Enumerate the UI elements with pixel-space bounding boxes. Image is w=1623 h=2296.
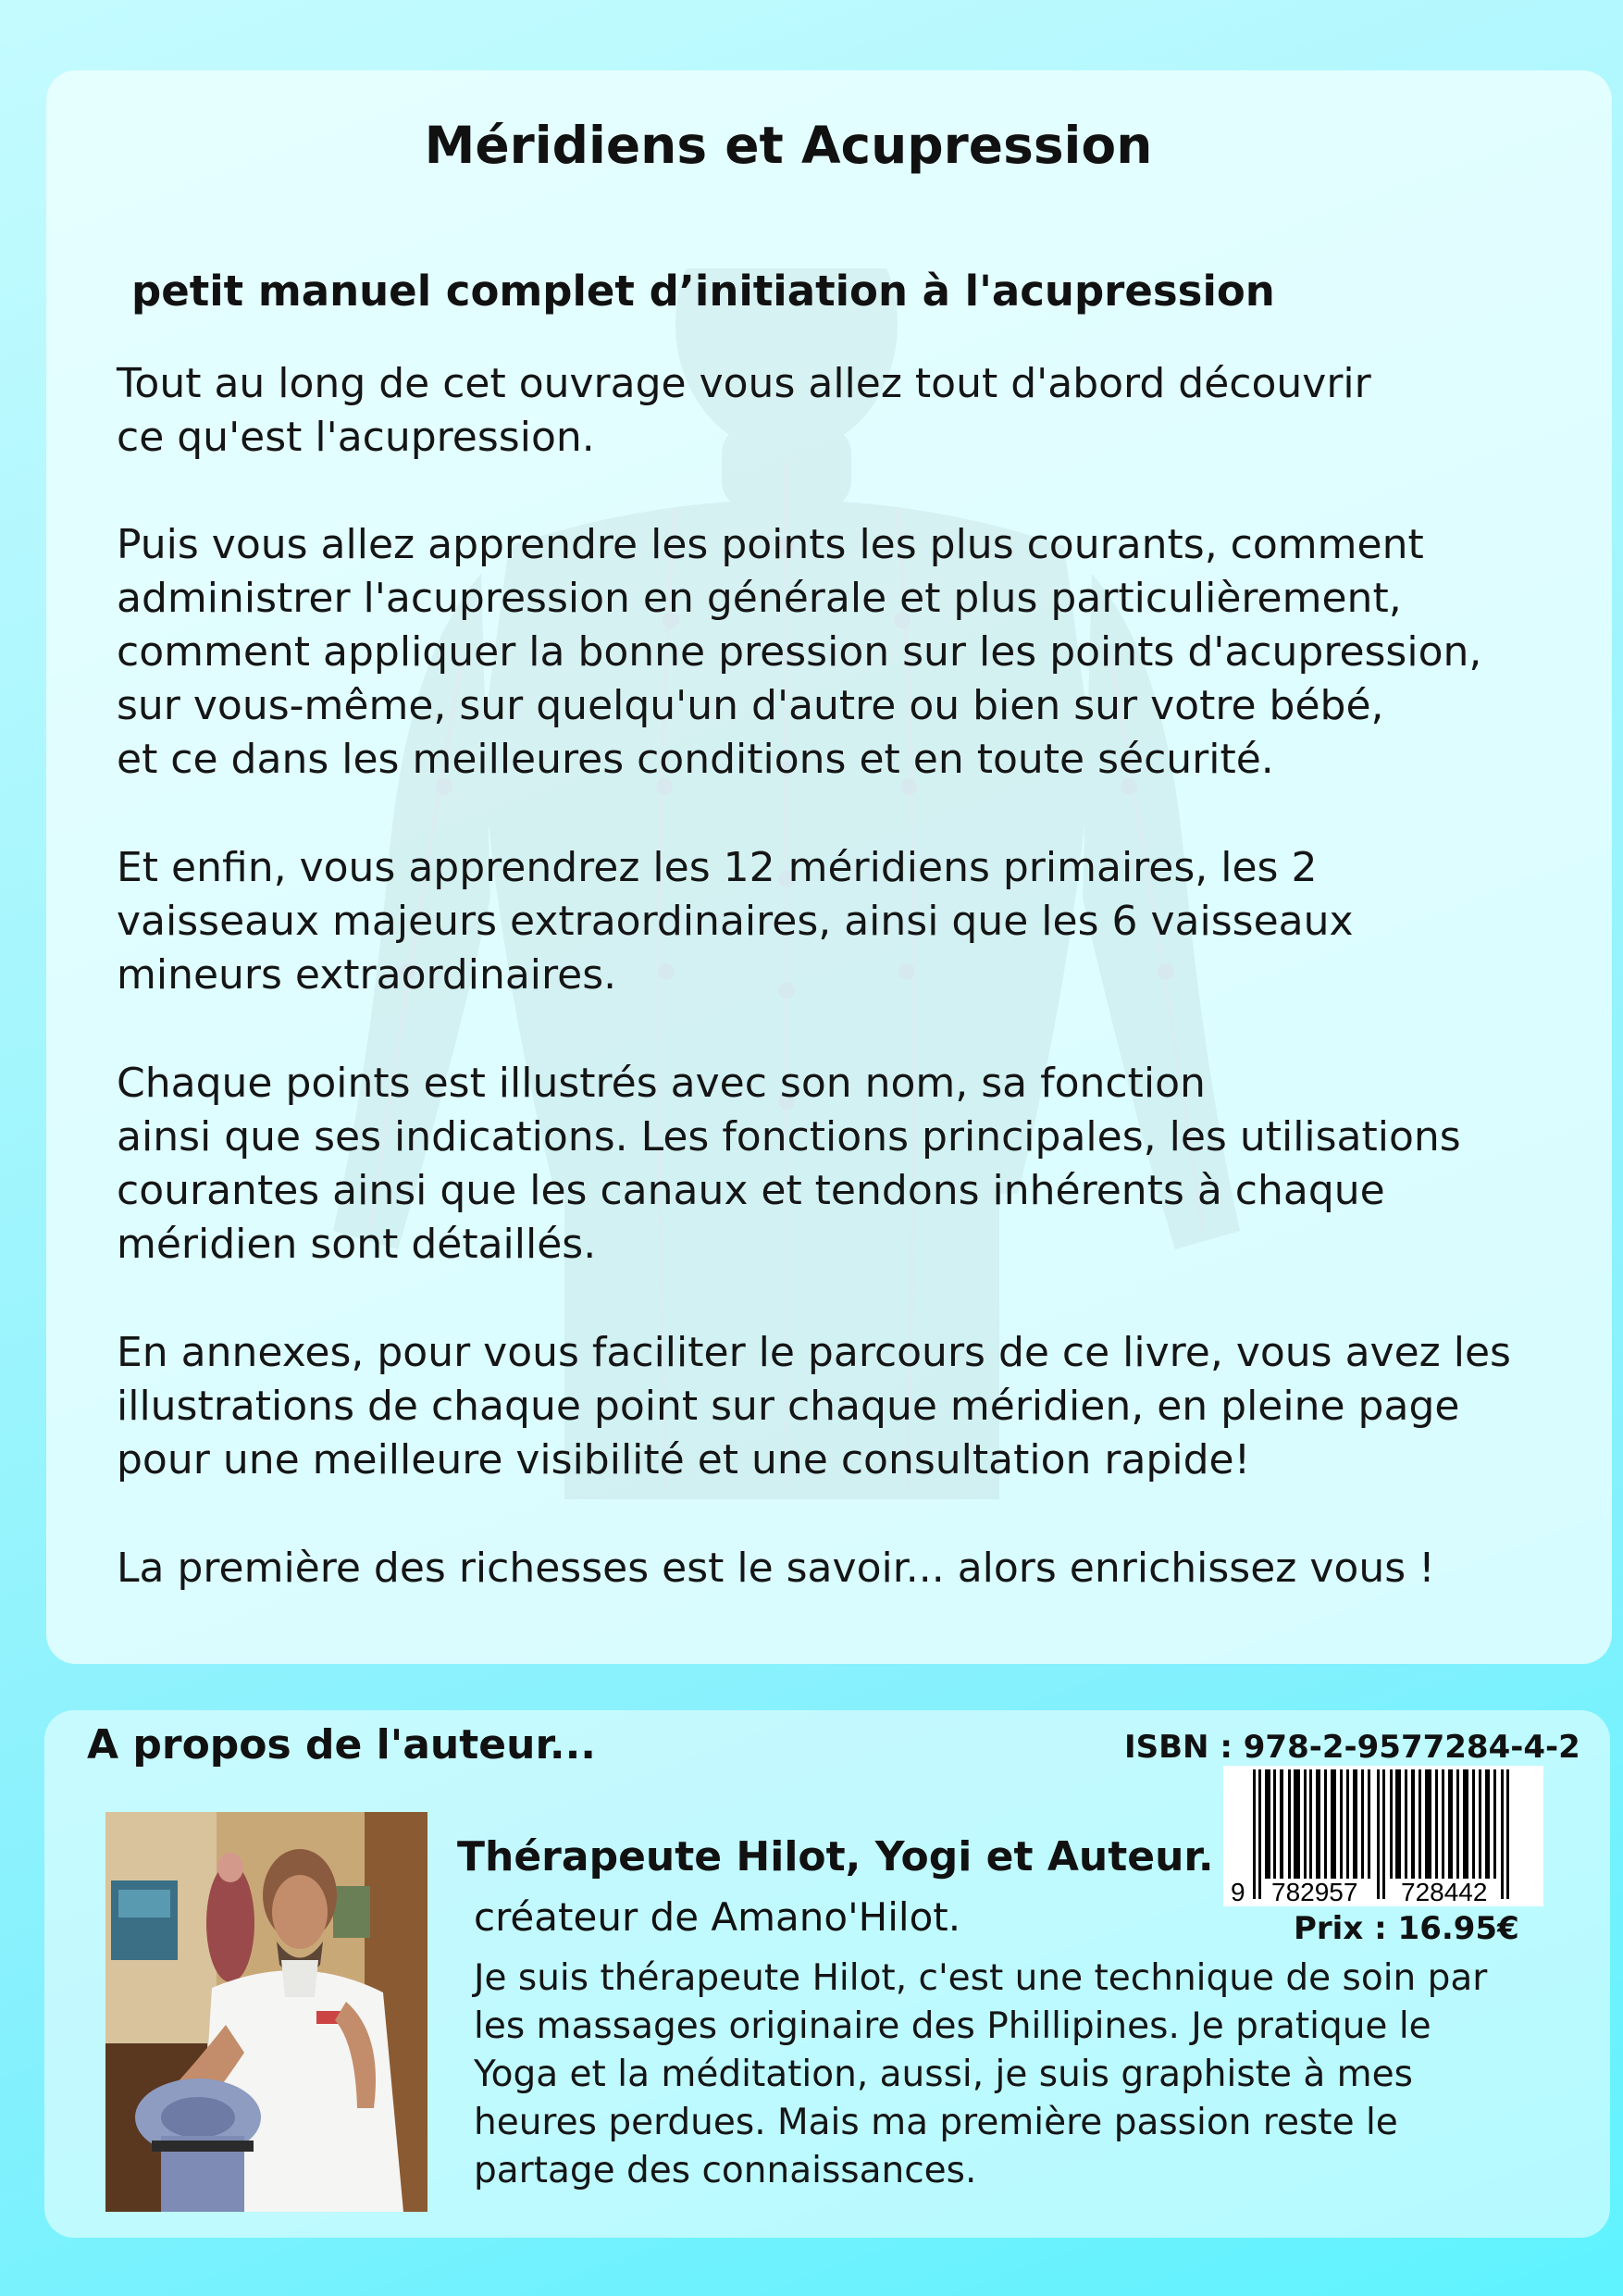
barcode-digits-left: 782957 [1271, 1878, 1358, 1906]
price-label: Prix : 16.95€ [1294, 1910, 1519, 1947]
description-paragraph-annexes: En annexes, pour vous faciliter le parcours de ce livre, vous avez les illustrations de chaque point sur chaque méridien, en pleine page pour une meilleure visibilité et une consultation rapide! [117, 1329, 1511, 1483]
description-paragraph-closing: La première des richesses est le savoir... alors enrichissez vous ! [117, 1545, 1435, 1592]
about-author-heading: A propos de l'auteur... [87, 1721, 597, 1769]
author-biography: Je suis thérapeute Hilot, c'est une technique de soin par les massages originaire des Phillipines. Je pratique le Yoga et la méditation, aussi, je suis graphiste à mes heures perdues. Mais ma première passion reste le partage des connaissances. [474, 1957, 1488, 2191]
description-paragraph-intro: Tout au long de cet ouvrage vous allez tout d'abord découvrir ce qu'est l'acupression. [117, 360, 1371, 461]
barcode-digits-right: 728442 [1401, 1878, 1488, 1906]
description-paragraph-meridians: Et enfin, vous apprendrez les 12 méridiens primaires, les 2 vaisseaux majeurs extraordinaires, ainsi que les 6 vaisseaux mineurs extraordinaires. [117, 844, 1354, 999]
isbn-barcode [1223, 1766, 1543, 1906]
barcode-digit-lead: 9 [1231, 1878, 1245, 1906]
description-paragraph-learning: Puis vous allez apprendre les points les plus courants, comment administrer l'acupression en générale et plus particulièrement, comment appliquer la bonne pression sur les points d'acupression, sur vous-même, sur quelqu'un d'autre ou bien sur votre bébé, et ce dans les meilleures conditions et en toute sécurité. [117, 521, 1482, 783]
author-portrait-photo [105, 1812, 427, 2212]
isbn-label: ISBN : 978-2-9577284-4-2 [1124, 1729, 1580, 1766]
author-portrait-image [105, 1812, 427, 2212]
barcode-graphic [1223, 1766, 1543, 1906]
book-title: Méridiens et Acupression [424, 116, 1153, 175]
description-paragraph-points: Chaque points est illustrés avec son nom, sa fonction ainsi que ses indications. Les fonctions principales, les utilisations courantes ainsi que les canaux et tendons inhérents à chaque méridien sont détaillés. [117, 1060, 1461, 1268]
author-role: Thérapeute Hilot, Yogi et Auteur. [457, 1833, 1214, 1880]
author-creator-line: créateur de Amano'Hilot. [474, 1894, 961, 1940]
book-subtitle: petit manuel complet d’initiation à l'acupression [131, 267, 1275, 316]
